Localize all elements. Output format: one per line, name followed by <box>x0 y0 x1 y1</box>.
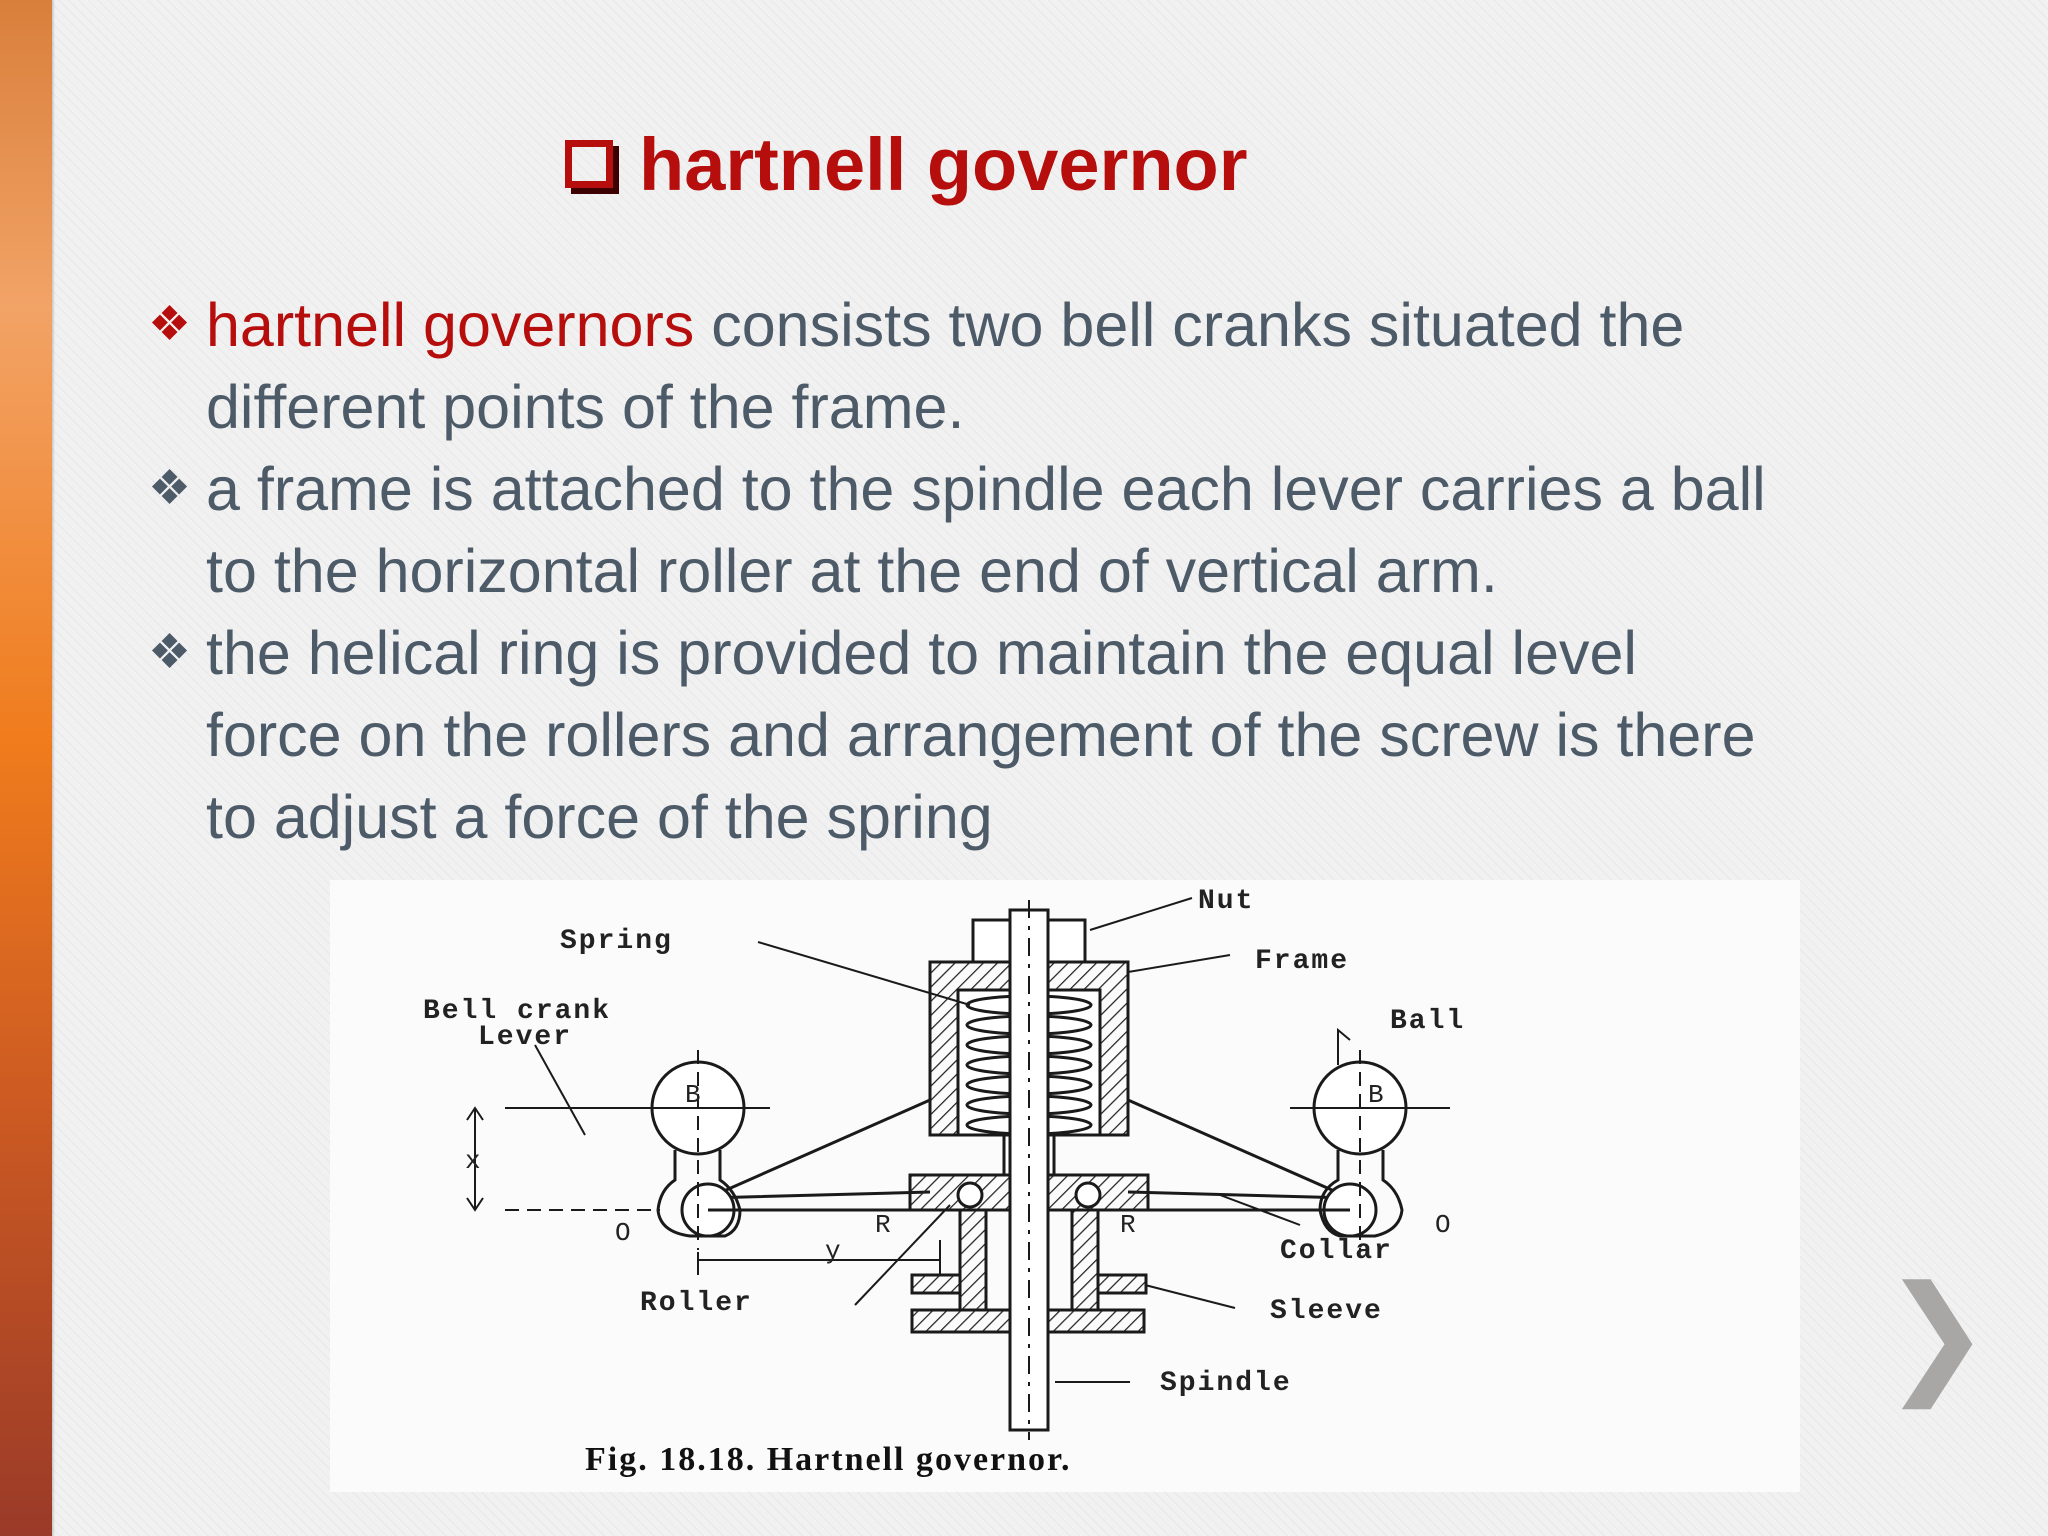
bullet-text: force on the rollers and arrangement of the screw is there <box>206 701 1756 769</box>
bullet-text: a frame is attached to the spindle each lever carries a ball <box>206 455 1766 523</box>
label-bell-crank: Bell crank <box>423 996 612 1027</box>
bullet-highlight: hartnell governors <box>206 291 695 359</box>
label-spindle: Spindle <box>1160 1368 1292 1399</box>
side-accent-bar <box>0 0 52 1536</box>
label-b-right: B <box>1368 1080 1384 1110</box>
figure-caption: Fig. 18.18. Hartnell governor. <box>585 1441 1072 1478</box>
governor-diagram <box>330 880 1800 1492</box>
bullet-text: to the horizontal roller at the end of vertical arm. <box>206 537 1498 605</box>
bullet-text: to adjust a force of the spring <box>206 783 993 851</box>
label-lever: Lever <box>478 1022 573 1053</box>
diamond-bullet-icon: ❖ <box>148 462 192 515</box>
label-frame: Frame <box>1255 946 1350 977</box>
label-collar: Collar <box>1280 1236 1393 1267</box>
governor-diagram-svg <box>330 880 1800 1492</box>
label-sleeve: Sleeve <box>1270 1296 1383 1327</box>
checkbox-bullet-icon <box>565 140 613 188</box>
diamond-bullet-icon: ❖ <box>148 298 192 351</box>
label-x: x <box>465 1146 481 1176</box>
bullet-item <box>148 448 1978 612</box>
label-spring: Spring <box>560 926 673 957</box>
label-o-left: O <box>615 1218 631 1248</box>
slide-title <box>565 122 1248 207</box>
label-r-right: R <box>1120 1210 1136 1240</box>
bullet-item <box>148 284 1978 448</box>
next-slide-arrow-icon[interactable]: ❯ <box>1882 1257 1991 1409</box>
roller-left <box>958 1183 982 1207</box>
label-o-right: O <box>1435 1210 1451 1240</box>
diamond-bullet-icon: ❖ <box>148 626 192 679</box>
bullet-text: consists two bell cranks situated the <box>694 291 1685 359</box>
bullet-item <box>148 612 1978 858</box>
label-b-left: B <box>685 1080 701 1110</box>
slide-title-text: hartnell governor <box>639 123 1248 206</box>
label-nut: Nut <box>1198 886 1255 917</box>
label-y: y <box>825 1236 841 1266</box>
bullet-text: the helical ring is provided to maintain the equal level <box>206 619 1637 687</box>
bullet-list <box>148 284 1978 858</box>
label-roller: Roller <box>640 1288 753 1319</box>
bullet-text: different points of the frame. <box>206 373 965 441</box>
roller-right <box>1076 1183 1100 1207</box>
label-r-left: R <box>875 1210 891 1240</box>
label-ball: Ball <box>1390 1006 1466 1037</box>
